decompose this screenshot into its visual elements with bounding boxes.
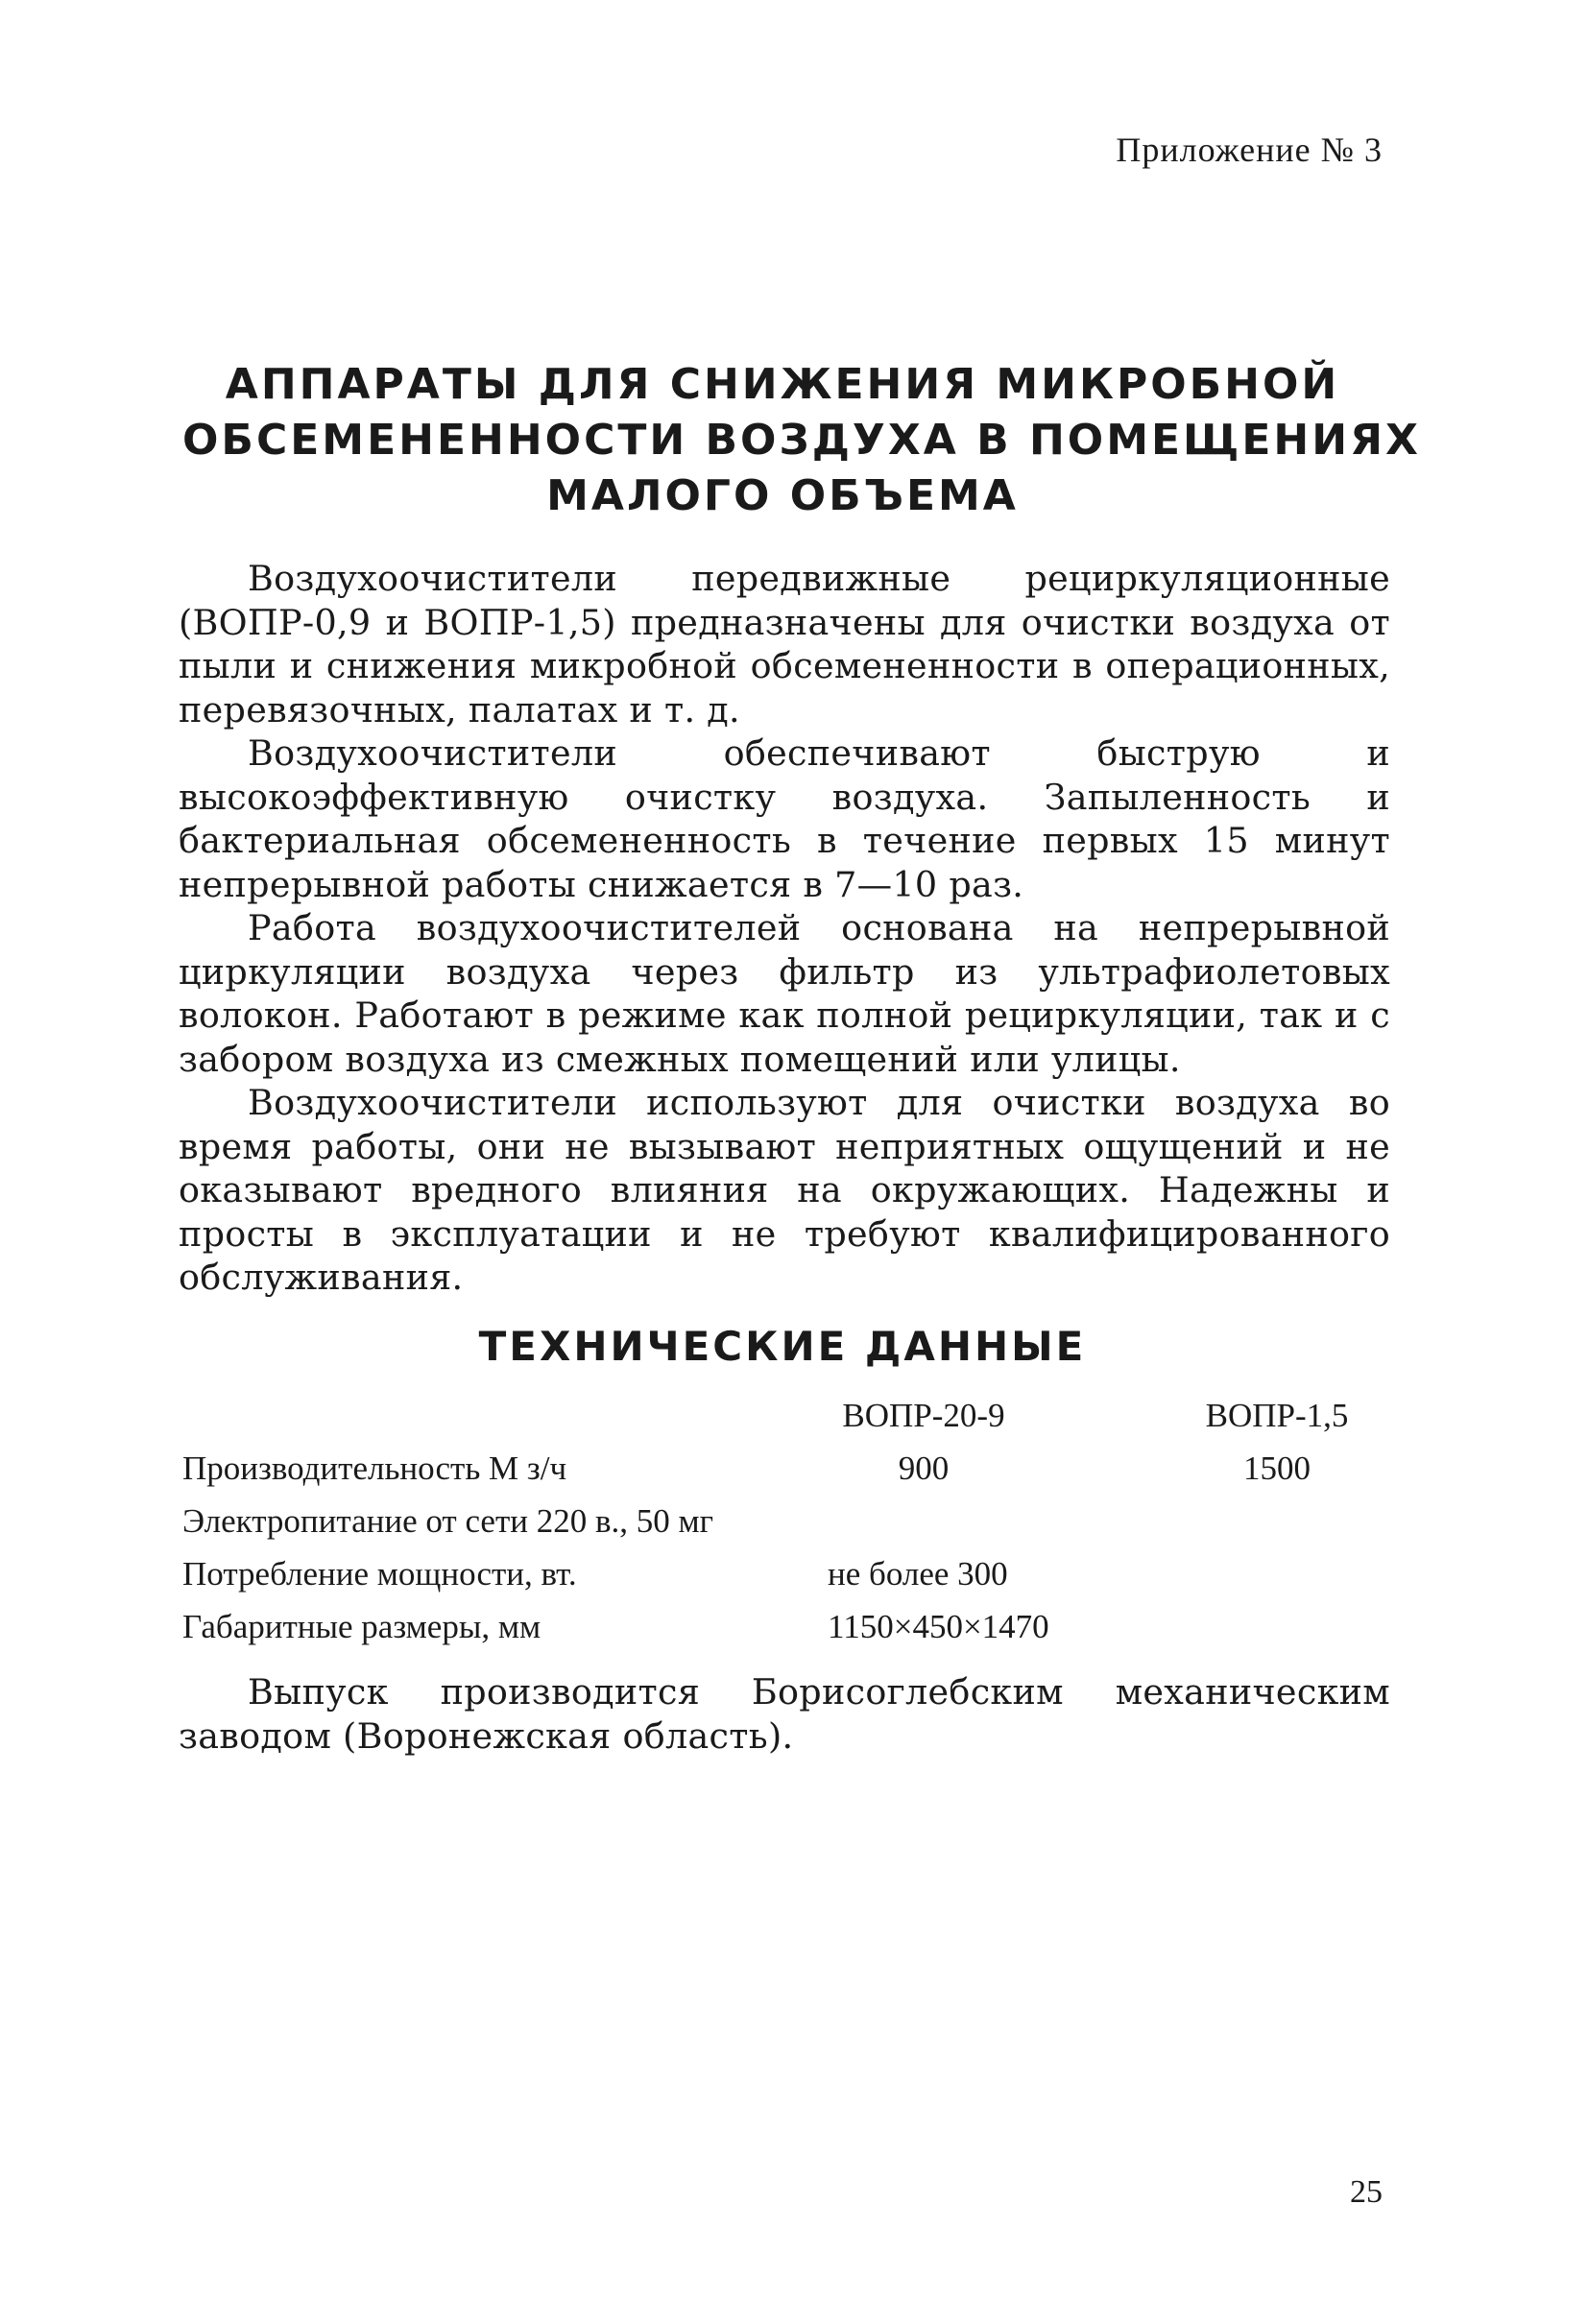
- row-label: Производительность М з/ч: [182, 1450, 567, 1487]
- paragraph: Работа воздухоочистителей основана на непрерывной циркуляции воздуха через фильтр из ультрафиолетовых волокон. Работают в режиме как полной рециркуляции, так и с забором воздуха из смежных помещений или улицы.: [179, 907, 1390, 1080]
- title-line: ОБСЕМЕНЕННОСТИ ВОЗДУХА В ПОМЕЩЕНИЯХ: [182, 416, 1421, 465]
- page-number: 25: [1350, 2174, 1383, 2210]
- paragraph: Воздухоочистители передвижные рециркуляционные (ВОПР-0,9 и ВОПР-1,5) предназначены для очистки воздуха от пыли и снижения микробной обсемененности в операционных, перевязочных, палатах и т. д.: [179, 558, 1390, 731]
- title-line: МАЛОГО ОБЪЕМА: [546, 471, 1019, 520]
- row-value: 1150×450×1470: [828, 1608, 1049, 1645]
- paragraph: Выпуск производится Борисоглебским механическим заводом (Воронежская область).: [179, 1671, 1390, 1757]
- row-label: Габаритные размеры, мм: [182, 1608, 541, 1645]
- technical-data-heading: ТЕХНИЧЕСКИЕ ДАННЫЕ: [478, 1323, 1087, 1370]
- table-header-row: [182, 1397, 1392, 1450]
- paragraph: Воздухоочистители используют для очистки воздуха во время работы, они не вызывают неприятных ощущений и не оказывают вредного влияния на окружающих. Надежны и просты в эксплуатации и не требуют квалифицированного обслуживания.: [179, 1082, 1390, 1298]
- row-value: 1500: [1243, 1450, 1311, 1487]
- table-row: [182, 1502, 1392, 1555]
- table-row: [182, 1608, 1392, 1661]
- row-value: 900: [898, 1450, 950, 1487]
- row-value: не более 300: [828, 1555, 1008, 1593]
- title-line: АППАРАТЫ ДЛЯ СНИЖЕНИЯ МИКРОБНОЙ: [225, 360, 1340, 409]
- page-title: [182, 357, 1421, 524]
- column-header: ВОПР-20-9: [842, 1397, 1005, 1434]
- appendix-label: Приложение № 3: [1116, 131, 1383, 169]
- body-text: [179, 557, 1390, 1300]
- row-label: Электропитание от сети 220 в., 50 мг: [182, 1502, 714, 1540]
- manufacturer-note: [179, 1670, 1390, 1759]
- table-row: [182, 1555, 1392, 1608]
- row-label: Потребление мощности, вт.: [182, 1555, 577, 1593]
- technical-data-table: [182, 1397, 1392, 1661]
- column-header: ВОПР-1,5: [1205, 1397, 1349, 1434]
- table-row: [182, 1450, 1392, 1502]
- paragraph: Воздухоочистители обеспечивают быструю и высокоэффективную очистку воздуха. Запыленность и бактериальная обсемененность в течение первых 15 минут непрерывной работы снижается в 7—10 раз.: [179, 732, 1390, 905]
